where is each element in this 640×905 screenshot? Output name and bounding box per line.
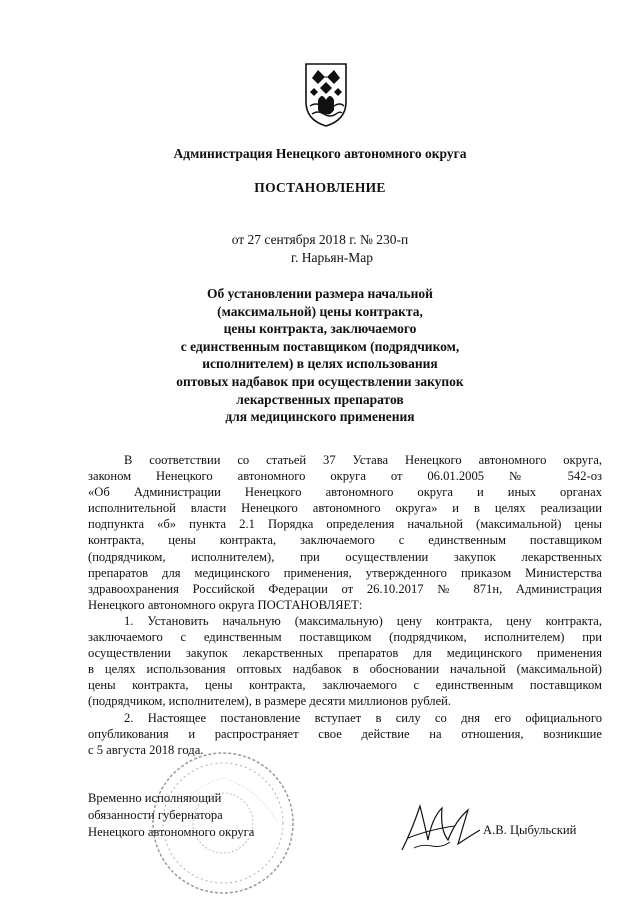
body-line: контракта, цены контракта, заключаемого с единственным поставщиком xyxy=(88,533,602,548)
document-title xyxy=(0,285,640,426)
body-line: препаратов для медицинского применения, утвержденного приказом Министерства xyxy=(88,565,602,580)
body-line: В соответствии со статьей 37 Устава Ненецкого автономного округа, xyxy=(124,453,602,467)
body-line: цены контракта, цены контракта, заключаемого с единственным поставщиком xyxy=(88,678,602,693)
signatory-position-line: Ненецкого автономного округа xyxy=(88,825,255,839)
document-body xyxy=(88,452,602,758)
signatory-position-line: обязанности губернатора xyxy=(88,808,223,822)
body-line: заключаемого с единственным поставщиком (подрядчиком, исполнителем) при xyxy=(88,630,602,645)
title-line: исполнителем) в целях использования xyxy=(202,356,438,372)
body-line: 1. Установить начальную (максимальную) цену контракта, цену контракта, xyxy=(124,613,602,628)
body-line: (подрядчиком, исполнителем), при осуществлении закупок лекарственных xyxy=(88,549,602,564)
body-line: 2. Настоящее постановление вступает в силу со дня его официального xyxy=(124,710,602,725)
body-line: в целях использования оптовых надбавок в обосновании начальной (максимальной) xyxy=(88,662,602,677)
title-line: оптовых надбавок при осуществлении закупок xyxy=(176,373,464,389)
body-line: здравоохранения Российской Федерации от 26.10.2017 № 871н, Администрация xyxy=(88,581,602,596)
title-line: (максимальной) цены контракта, xyxy=(217,303,423,319)
body-line: опубликования и распространяет свое действие на отношения, возникшие xyxy=(88,726,602,741)
body-line: законом Ненецкого автономного округа от 06.01.2005 № 542-оз xyxy=(88,469,602,484)
body-line: «Об Администрации Ненецкого автономного округа и иных органах xyxy=(88,485,602,500)
organization-name: Администрация Ненецкого автономного округа xyxy=(173,146,467,161)
body-line: с 5 августа 2018 года. xyxy=(88,742,204,757)
title-line: лекарственных препаратов xyxy=(236,391,404,407)
document-date-number: от 27 сентября 2018 г. № 230-п xyxy=(231,232,409,247)
signatory-name: А.В. Цыбульский xyxy=(483,823,577,837)
title-line: для медицинского применения xyxy=(225,409,415,425)
document-type: ПОСТАНОВЛЕНИЕ xyxy=(254,180,386,195)
document-place: г. Нарьян-Мар xyxy=(290,250,374,265)
body-line: подпункта «б» пункта 2.1 Порядка определения начальной (максимальной) цены xyxy=(88,517,602,532)
body-line: (подрядчиком, исполнителем), в размере десяти миллионов рублей. xyxy=(88,694,452,709)
title-line: цены контракта, заключаемого xyxy=(223,321,417,337)
handwritten-signature xyxy=(398,800,482,856)
signatory-position-line: Временно исполняющий xyxy=(88,791,222,805)
signatory-position xyxy=(88,790,254,841)
title-line: Об установлении размера начальной xyxy=(207,286,433,301)
title-line: с единственным поставщиком (подрядчиком, xyxy=(180,338,460,354)
body-line: осуществлении закупок лекарственных препаратов для медицинского применения xyxy=(88,646,602,661)
body-line: исполнительной власти Ненецкого автономного округа» и в целях реализации xyxy=(88,501,602,516)
body-line: Ненецкого автономного округа ПОСТАНОВЛЯЕТ: xyxy=(88,597,363,612)
coat-of-arms-icon xyxy=(304,62,348,128)
